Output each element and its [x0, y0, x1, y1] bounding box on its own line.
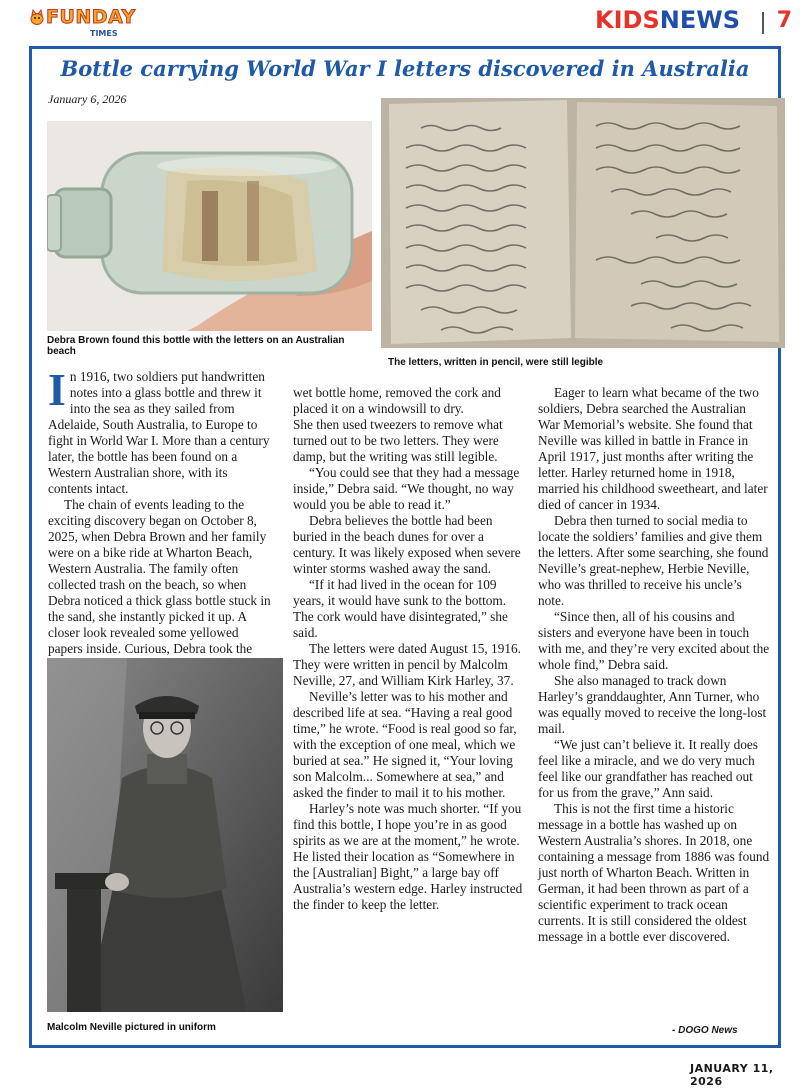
kids-news-logo — [595, 6, 740, 34]
cat-mascot-icon — [30, 9, 44, 25]
paragraph: “You could see that they had a message inside,” Debra said. “We thought, no way would you be able to read it.” — [293, 465, 520, 512]
paragraph: “Since then, all of his cousins and sisters and everyone have been in touch with me, and they’re very excited about the whole find,” Debra said. — [538, 609, 770, 672]
letters-photo — [381, 98, 785, 348]
bottle-caption: Debra Brown found this bottle with the letters on an Australian beach — [47, 335, 345, 357]
paragraph: The chain of events leading to the exciting discovery began on October 8, 2025, when Debra Brown and her family were on a bike ride at Wharton Beach, Western Australia. The family often collected trash on the beach, so when Debra noticed a thick glass bottle stuck in the sand, she instantly picked it up. A closer look revealed some yellowed papers inside. Curious, Debra took the — [48, 497, 271, 656]
paragraph: This is not the first time a historic message in a bottle has washed up on Western Australia’s shores. In 2018, one containing a message from 1886 was found just north of Wharton Beach. Written in German, it had been thrown as part of a scientific experiment to track ocean currents. It is still considered the oldest message in a bottle ever discovered. — [538, 801, 770, 944]
paragraph: wet bottle home, removed the cork and placed it on a windowsill to dry. — [293, 385, 501, 416]
paragraph: Eager to learn what became of the two soldiers, Debra searched the Australian War Memorial’s website. She found that Neville was killed in battle in France in April 1917, just months after writing the letter. Harley returned home in 1918, married his childhood sweetheart, and later died of cancer in 1934. — [538, 385, 768, 512]
paragraph: n 1916, two soldiers put handwritten notes into a glass bottle and threw it into the sea as they sailed from Adelaide, South Australia, to Europe to fight in World War I. More than a century later, the bottle has been found on a Western Australian shore, with its contents intact. — [48, 369, 270, 496]
kids-wordmark: KIDS — [595, 6, 660, 34]
masthead-divider — [762, 12, 764, 34]
paragraph: She also managed to track down Harley’s granddaughter, Ann Turner, who was equally moved to receive the long-lost mail. — [538, 673, 767, 736]
news-wordmark: NEWS — [659, 6, 740, 34]
soldier-photo — [47, 658, 283, 1012]
letters-caption: The letters, written in pencil, were still legible — [388, 357, 604, 368]
page-number: 7 — [776, 8, 792, 33]
article-column-3 — [538, 385, 770, 945]
article-column-1 — [48, 364, 274, 657]
paragraph: Debra believes the bottle had been buried in the beach dunes for over a century. It was likely exposed when severe winter storms washed away the sand. — [293, 513, 521, 576]
bottle-photo — [47, 121, 372, 331]
drop-cap: I — [48, 364, 66, 415]
paragraph: She then used tweezers to remove what turned out to be two letters. They were damp, but the writing was still legible. — [293, 417, 503, 464]
times-wordmark: TIMES — [90, 29, 118, 38]
article-date: January 6, 2026 — [48, 92, 127, 106]
article-column-2 — [293, 385, 525, 913]
paragraph: “If it had lived in the ocean for 109 years, it would have sunk to the bottom. The cork would have disintegrated,” she said. — [293, 577, 508, 640]
funday-times-logo — [30, 6, 140, 38]
issue-date: JANUARY 11, 2026 — [690, 1062, 774, 1088]
funday-wordmark: FUNDAY — [46, 6, 136, 28]
headline: Bottle carrying World War I letters discovered in Australia — [60, 56, 750, 81]
source-credit: - DOGO News — [672, 1025, 738, 1036]
paragraph: Debra then turned to social media to locate the soldiers’ families and give them the letters. After some searching, she found Neville’s great-nephew, Herbie Neville, who was thrilled to receive his uncle’s note. — [538, 513, 769, 608]
soldier-caption: Malcolm Neville pictured in uniform — [47, 1022, 216, 1033]
paragraph: Neville’s letter was to his mother and described life at sea. “Having a real good time,” he wrote. “Food is real good so far, with the exception of one meal, which we buried at sea.” He signed it, “Your loving son Malcolm... Somewhere at sea,” and asked the finder to mail it to his mother. — [293, 689, 517, 800]
paragraph: The letters were dated August 15, 1916. They were written in pencil by Malcolm Neville, 27, and William Kirk Harley, 37. — [293, 641, 521, 688]
paragraph: “We just can’t believe it. It really does feel like a miracle, and we do very much feel like our grandfather has reached out for us from the grave,” Ann said. — [538, 737, 758, 800]
paragraph: Harley’s note was much shorter. “If you find this bottle, I hope you’re in as good spirits as we are at the moment,” he wrote. He listed their location as “Somewhere in the [Australian] Bight,” a large bay off Australia’s western edge. Harley instructed the finder to keep the letter. — [293, 801, 523, 912]
